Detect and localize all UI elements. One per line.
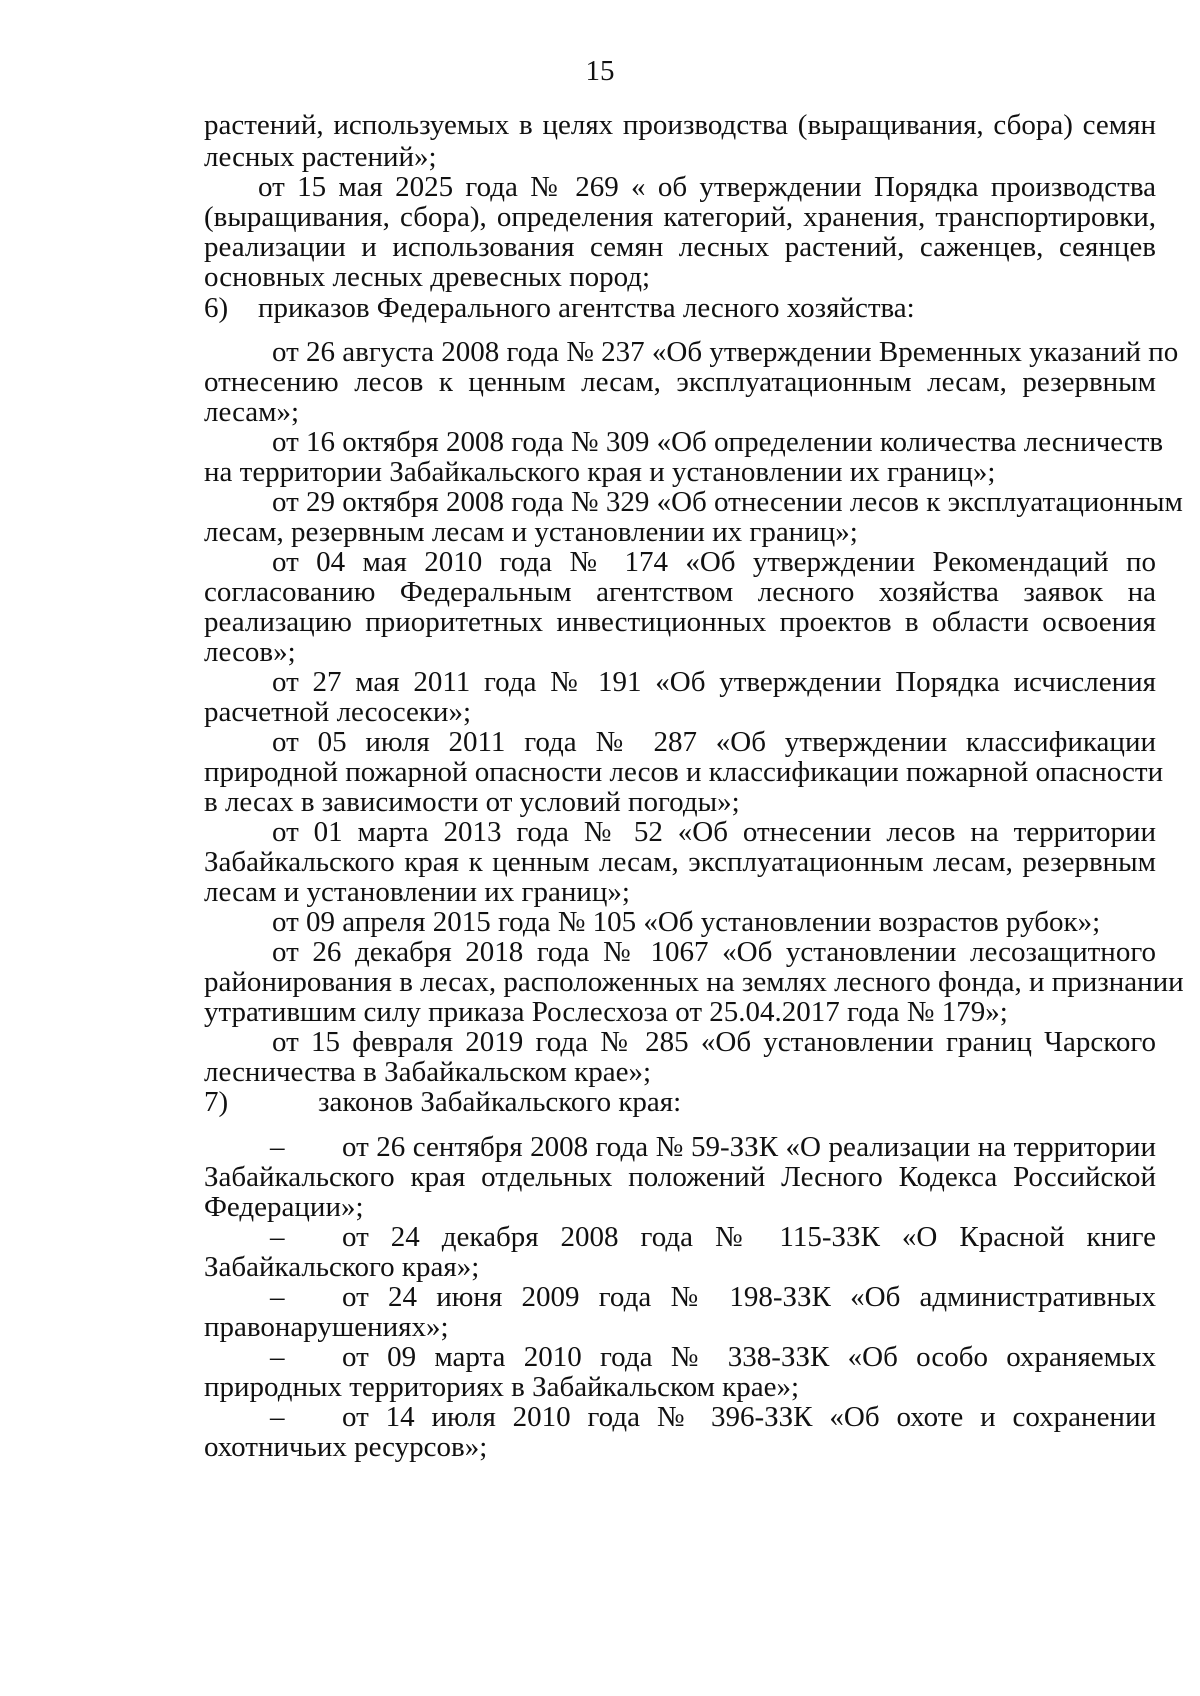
text-line: природных территориях в Забайкальском крае»;: [204, 1371, 800, 1403]
text-line: от 29 октября 2008 года № 329 «Об отнесении лесов к эксплуатационным: [272, 486, 1183, 518]
text-line: от 15 мая 2025 года № 269 « об утверждении Порядка производства: [258, 171, 1156, 203]
list-heading: приказов Федерального агентства лесного хозяйства:: [258, 292, 915, 324]
dash-marker: –: [270, 1131, 285, 1163]
text-line: от 09 апреля 2015 года № 105 «Об установлении возрастов рубок»;: [272, 906, 1101, 938]
text-line: от 24 декабря 2008 года № 115-ЗЗК «О Красной книге: [342, 1221, 1156, 1253]
text-line: охотничьих ресурсов»;: [204, 1431, 488, 1463]
text-line: лесам»;: [204, 396, 300, 428]
text-line: правонарушениях»;: [204, 1311, 449, 1343]
text-line: лесам и установлении их границ»;: [204, 876, 630, 908]
text-line: Забайкальского края»;: [204, 1251, 480, 1283]
text-line: Забайкальского края к ценным лесам, эксплуатационным лесам, резервным: [204, 846, 1156, 878]
text-line: Забайкальского края отдельных положений Лесного Кодекса Российской: [204, 1161, 1156, 1193]
text-line: расчетной лесосеки»;: [204, 696, 472, 728]
text-line: основных лесных древесных пород;: [204, 261, 651, 293]
text-line: (выращивания, сбора), определения категорий, хранения, транспортировки,: [204, 201, 1156, 233]
text-line: от 27 мая 2011 года № 191 «Об утверждении Порядка исчисления: [272, 666, 1156, 698]
text-line: лесничества в Забайкальском крае»;: [204, 1056, 652, 1088]
text-line: от 16 октября 2008 года № 309 «Об определении количества лесничеств: [272, 426, 1164, 458]
list-heading: законов Забайкальского края:: [318, 1086, 682, 1118]
text-line: Федерации»;: [204, 1191, 364, 1223]
text-line: от 24 июня 2009 года № 198-ЗЗК «Об административных: [342, 1281, 1156, 1313]
text-line: природной пожарной опасности лесов и классификации пожарной опасности: [204, 756, 1164, 788]
text-line: от 09 марта 2010 года № 338-ЗЗК «Об особо охраняемых: [342, 1341, 1156, 1373]
text-line: на территории Забайкальского края и установлении их границ»;: [204, 456, 996, 488]
dash-marker: –: [270, 1401, 285, 1433]
text-line: от 05 июля 2011 года № 287 «Об утверждении классификации: [272, 726, 1156, 758]
list-marker: 7): [204, 1086, 229, 1118]
text-line: согласованию Федеральным агентством лесного хозяйства заявок на: [204, 576, 1156, 608]
text-line: реализации и использования семян лесных растений, саженцев, сеянцев: [204, 231, 1156, 263]
text-line: лесных растений»;: [204, 141, 437, 173]
text-line: от 26 августа 2008 года № 237 «Об утверждении Временных указаний по: [272, 336, 1179, 368]
text-line: в лесах в зависимости от условий погоды»;: [204, 786, 740, 818]
text-line: от 26 сентября 2008 года № 59-ЗЗК «О реализации на территории: [342, 1131, 1156, 1163]
dash-marker: –: [270, 1281, 285, 1313]
text-line: растений, используемых в целях производства (выращивания, сбора) семян: [204, 109, 1156, 141]
text-line: от 04 мая 2010 года № 174 «Об утверждении Рекомендаций по: [272, 546, 1156, 578]
text-line: от 14 июля 2010 года № 396-ЗЗК «Об охоте и сохранении: [342, 1401, 1156, 1433]
text-line: лесам, резервным лесам и установлении их границ»;: [204, 516, 858, 548]
page-number: 15: [585, 55, 615, 87]
text-line: отнесению лесов к ценным лесам, эксплуатационным лесам, резервным: [204, 366, 1156, 398]
text-line: реализацию приоритетных инвестиционных проектов в области освоения: [204, 606, 1156, 638]
text-line: от 26 декабря 2018 года № 1067 «Об установлении лесозащитного: [272, 936, 1156, 968]
list-marker: 6): [204, 292, 229, 324]
text-line: районирования в лесах, расположенных на землях лесного фонда, и признании: [204, 966, 1184, 998]
text-line: лесов»;: [204, 636, 296, 668]
dash-marker: –: [270, 1341, 285, 1373]
text-line: утратившим силу приказа Рослесхоза от 25.04.2017 года № 179»;: [204, 996, 1008, 1028]
text-line: от 15 февраля 2019 года № 285 «Об установлении границ Чарского: [272, 1026, 1156, 1058]
text-line: от 01 марта 2013 года № 52 «Об отнесении лесов на территории: [272, 816, 1156, 848]
dash-marker: –: [270, 1221, 285, 1253]
